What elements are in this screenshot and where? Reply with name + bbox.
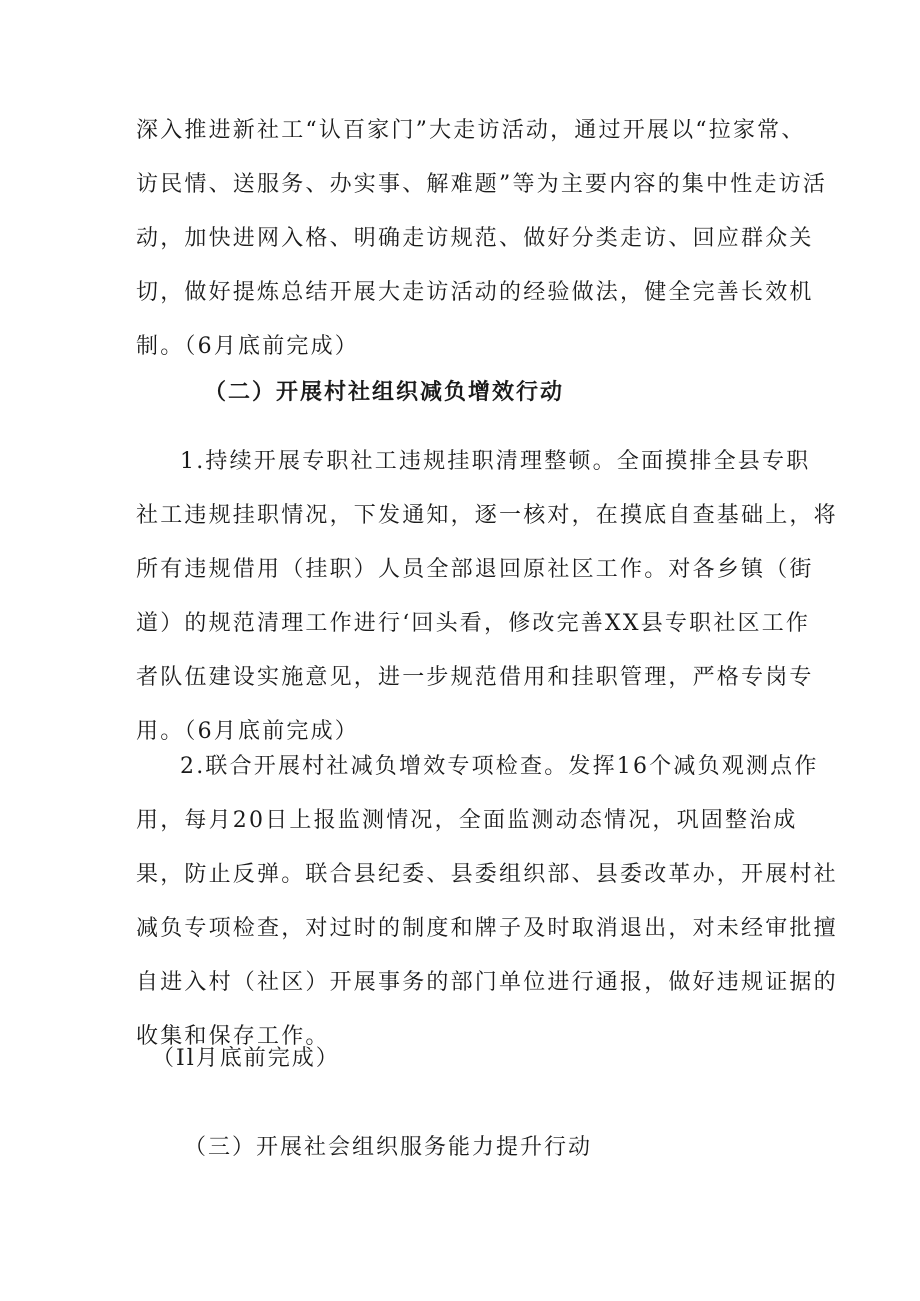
text-line: 自进入村（社区）开展事务的部门单位进行通报，做好违规证据的 [136, 970, 838, 995]
text-line: 访民情、送服务、办实事、解难题”等为主要内容的集中性走访活 [136, 172, 828, 197]
text-line: 切，做好提炼总结开展大走访活动的经验做法，健全完善长效机 [136, 280, 814, 305]
text-line: 社工违规挂职情况，下发通知，逐一核对，在摸底自查基础上，将 [136, 503, 838, 528]
paragraph-item-1 [136, 435, 838, 759]
text-line [136, 435, 811, 489]
text-line: 收集和保存工作。 [136, 1024, 330, 1049]
text-line: 用，每月20日上报监测情况，全面监测动态情况，巩固整治成 [136, 808, 798, 833]
item-1-first-line: 1.持续开展专职社工违规挂职清理整顿。全面摸排全县专职 [180, 449, 811, 474]
text-line: 减负专项检查，对过时的制度和牌子及时取消退出，对未经审批擅 [136, 916, 838, 941]
text-line: 者队伍建设实施意见，进一步规范借用和挂职管理，严格专岗专 [136, 665, 814, 690]
text-line: 道）的规范清理工作进行‘回头看，修改完善XX县专职社区工作 [136, 611, 811, 636]
text-line: 制。（6月底前完成） [136, 334, 359, 359]
text-line [136, 740, 819, 794]
text-line: 果，防止反弹。联合县纪委、县委组织部、县委改革办，开展村社 [136, 862, 838, 887]
text-line: 深入推进新社工“认百家门”大走访活动，通过开展以“拉家常、 [136, 118, 806, 143]
section-heading-2: （二）开展村社组织减负增效行动 [204, 380, 565, 405]
section-heading-3: （三）开展社会组织服务能力提升行动 [184, 1135, 593, 1160]
text-line: 动，加快进网入格、明确走访规范、做好分类走访、回应群众关 [136, 226, 814, 251]
paragraph-item-2 [136, 740, 838, 1064]
paragraph-visit-campaign [136, 104, 828, 374]
item-2-first-line: 2.联合开展村社减负增效专项检查。发挥16个减负观测点作 [180, 754, 819, 779]
text-line: 所有违规借用（挂职）人员全部退回原社区工作。对各乡镇（街 [136, 557, 814, 582]
item-2-deadline: （Il月底前完成） [152, 1046, 340, 1071]
text-line: 用。（6月底前完成） [136, 719, 359, 744]
